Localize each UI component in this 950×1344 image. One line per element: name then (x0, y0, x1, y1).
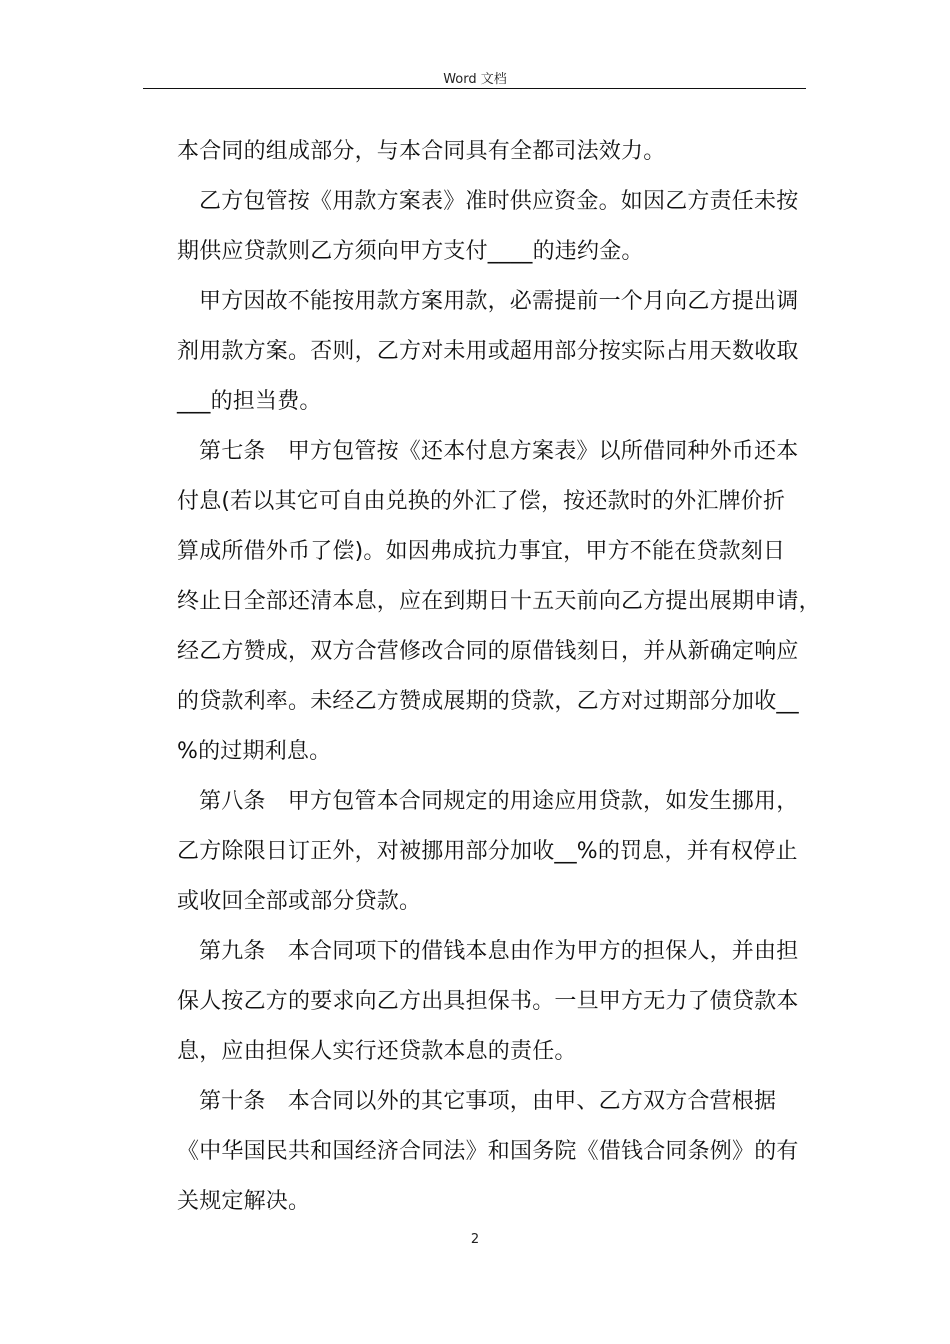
header-divider (143, 88, 806, 89)
text-line: 第八条 甲方包管本合同规定的用途应用贷款，如发生挪用， (199, 789, 799, 814)
text-line: 或收回全部或部分贷款。 (177, 889, 422, 914)
page-header-title: Word 文档 (443, 72, 507, 87)
text-line: 终止日全部还清本息，应在到期日十五天前向乙方提出展期申请， (177, 589, 821, 614)
text-line: ___的担当费。 (177, 389, 322, 414)
text-line: 算成所借外币了偿)。如因弗成抗力事宜，甲方不能在贷款刻日 (177, 539, 786, 564)
text-line: 付息(若以其它可自由兑换的外汇了偿，按还款时的外汇牌价折 (177, 489, 786, 514)
text-line: 乙方包管按《用款方案表》准时供应资金。如因乙方责任未按 (199, 189, 799, 214)
text-line: 乙方除限日订正外，对被挪用部分加收__%的罚息，并有权停止 (177, 839, 798, 864)
text-line: 剂用款方案。否则，乙方对未用或超用部分按实际占用天数收取 (177, 339, 799, 364)
text-line: 期供应贷款则乙方须向甲方支付____的违约金。 (177, 239, 644, 264)
text-line: 第十条 本合同以外的其它事项，由甲、乙方双方合营根据 (199, 1089, 777, 1114)
text-line: 第九条 本合同项下的借钱本息由作为甲方的担保人，并由担 (199, 939, 799, 964)
text-line: 息，应由担保人实行还贷款本息的责任。 (177, 1039, 577, 1064)
text-line: 的贷款利率。未经乙方赞成展期的贷款，乙方对过期部分加收__ (177, 689, 799, 714)
text-line: 《中华国民共和国经济合同法》和国务院《借钱合同条例》的有 (177, 1139, 799, 1164)
text-line: 甲方因故不能按用款方案用款，必需提前一个月向乙方提出调 (199, 289, 799, 314)
text-line: 保人按乙方的要求向乙方出具担保书。一旦甲方无力了债贷款本 (177, 989, 799, 1014)
text-line: 经乙方赞成，双方合营修改合同的原借钱刻日，并从新确定响应 (177, 639, 799, 664)
document-body (177, 127, 821, 1227)
text-line: 关规定解决。 (177, 1189, 311, 1214)
text-line: 本合同的组成部分，与本合同具有全都司法效力。 (177, 139, 666, 164)
text-line: 第七条 甲方包管按《还本付息方案表》以所借同种外币还本 (199, 439, 799, 464)
text-line: %的过期利息。 (177, 739, 332, 764)
page-number: 2 (470, 1232, 480, 1247)
